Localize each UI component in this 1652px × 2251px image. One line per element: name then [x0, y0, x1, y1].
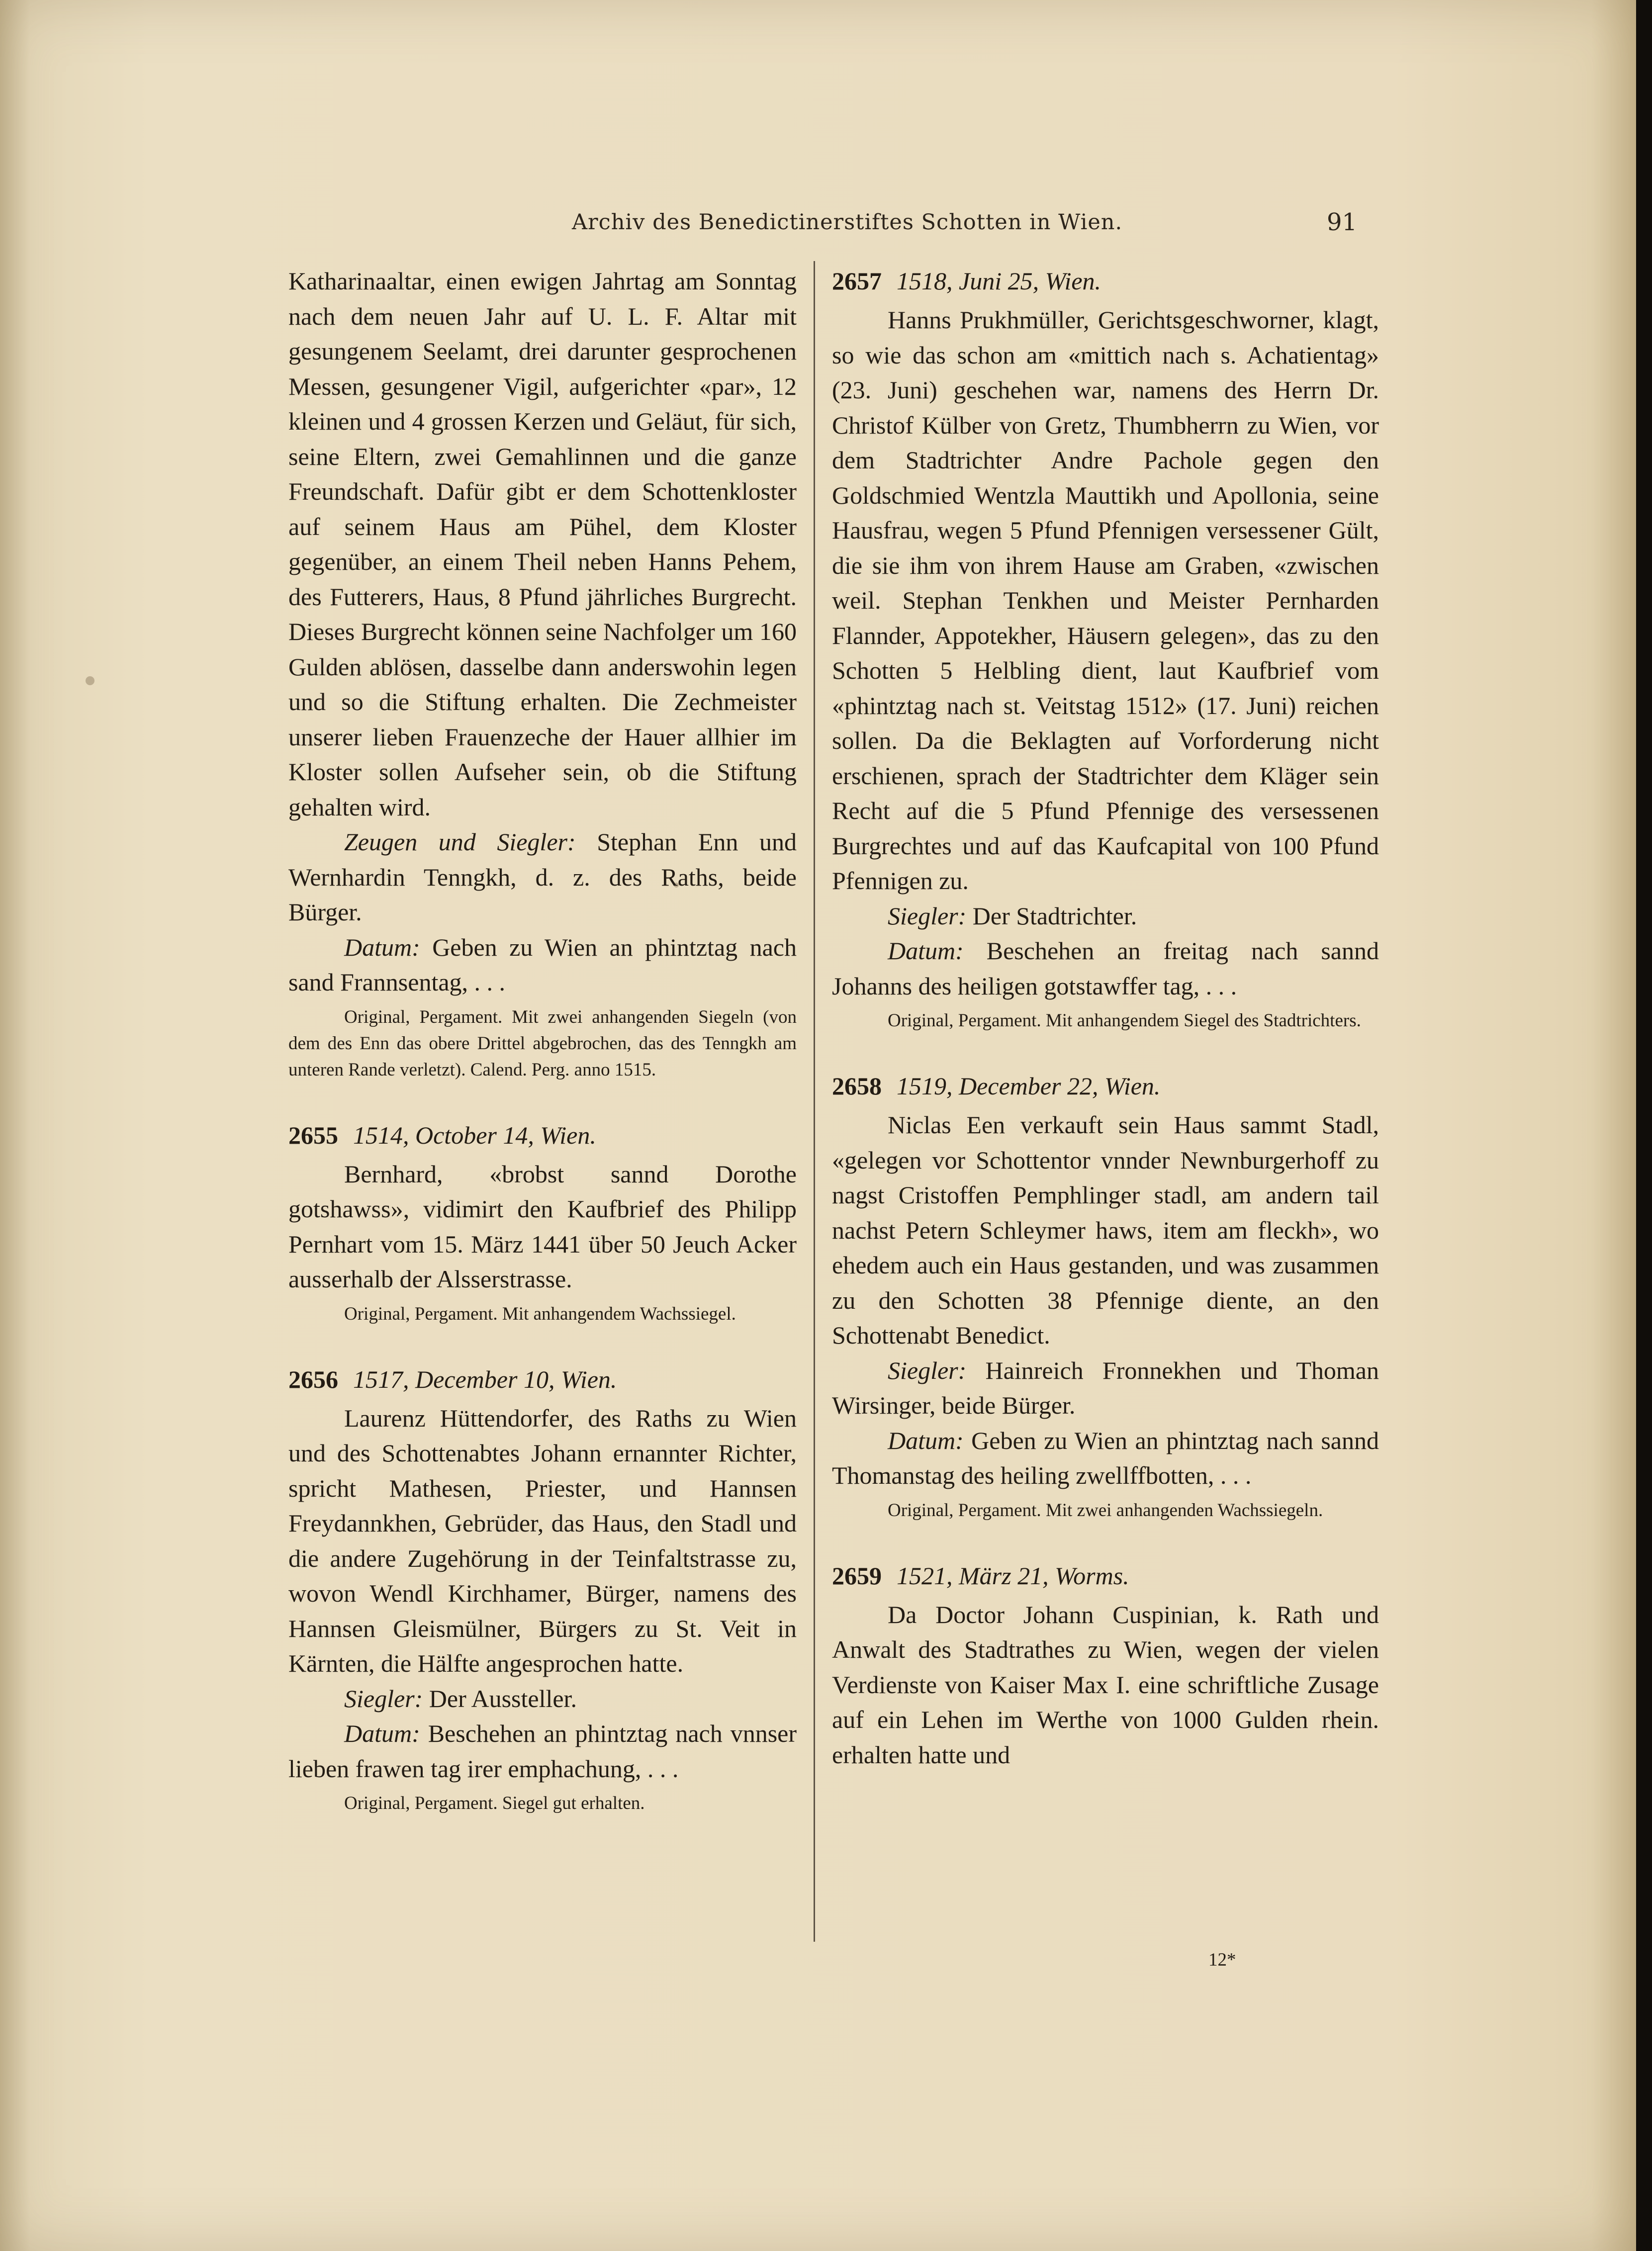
paragraph: Da Doctor Johann Cuspinian, k. Rath und Anwalt des Stadtrathes zu Wien, wegen der vielen Verdienste von Kaiser Max I. eine schriftliche Zusage auf ein Lehen im Werthe von 1000 Gulden rhein. erhalten hatte und [832, 1600, 1379, 1769]
entry-date: 1521, März 21, Worms. [897, 1561, 1129, 1590]
entry-date: 1518, Juni 25, Wien. [897, 267, 1101, 295]
entry-date: 1514, October 14, Wien. [353, 1121, 596, 1149]
paper-stain [86, 676, 94, 685]
entry-heading [832, 264, 1379, 298]
date-line: Datum: Geben zu Wien an phintztag nach sannd Thomanstag des heiling zwellffbotten, . . . [832, 1426, 1379, 1489]
left-column [288, 264, 797, 1816]
sealer-line: Siegler: Der Aussteller. [344, 1684, 577, 1712]
sealer-line: Siegler: Der Stadtrichter. [888, 901, 1137, 930]
date-line: Datum: Beschehen an phintztag nach vnnser lieben frawen tag irer emphachung, . . . [288, 1719, 797, 1783]
entry-heading [288, 1118, 797, 1153]
paragraph: Laurenz Hüttendorfer, des Raths zu Wien und des Schottenabtes Johann ernannter Richter, spricht Mathesen, Priester, und Hannsen Freydannkhen, Gebrüder, das Haus, den Stadl und die andere Zugehörung in der Teinfaltstrasse zu, wovon Wendl Kirchhamer, Bürger, namens des Hannsen Gleismülner, Bürgers zu St. Veit in Kärnten, die Hälfte angesprochen hatte. [288, 1404, 797, 1677]
entry-heading [288, 1362, 797, 1397]
paragraph: Katharinaaltar, einen ewigen Jahrtag am Sonntag nach dem neuen Jahr auf U. L. F. Altar mit gesungenem Seelamt, drei darunter gesprochenen Messen, gesungener Vigil, aufgerichter «par», 12 kleinen und 4 grossen Kerzen und Geläut, für sich, seine Eltern, zwei Gemahlinnen und die ganze Freundschaft. Dafür gibt er dem Schottenkloster auf seinem Haus am Pühel, dem Kloster gegenüber, an einem Theil neben Hanns Pehem, des Futterers, Haus, 8 Pfund jährliches Burgrecht. Dieses Burgrecht können seine Nachfolger um 160 Gulden ablösen, dasselbe dann anderswohin legen und so die Stiftung erhalten. Die Zechmeister unserer lieben Frauenzeche der Hauer allhier im Kloster sollen Aufseher sein, ob die Stiftung gehalten wird. [288, 267, 797, 821]
entry-date: 1517, December 10, Wien. [353, 1365, 617, 1393]
entry-2659 [832, 1558, 1379, 1773]
signature-mark: 12* [1208, 1950, 1236, 1970]
entry-number: 2656 [288, 1365, 338, 1393]
sealer-line: Siegler: Hainreich Fronnekhen und Thoman Wirsinger, beide Bürger. [832, 1356, 1379, 1419]
entry-number: 2655 [288, 1121, 338, 1149]
page-edge [1636, 0, 1652, 2251]
right-column [832, 264, 1379, 1772]
source-note: Original, Pergament. Mit zwei anhangenden Siegeln (von dem des Enn das obere Drittel abgebrochen, das des Tenngkh am unteren Rande verletzt). Calend. Perg. anno 1515. [288, 1006, 797, 1080]
continued-entry [288, 264, 797, 1083]
source-note: Original, Pergament. Mit anhangendem Siegel des Stadtrichters. [888, 1010, 1361, 1031]
witness-line: Zeugen und Siegler: Stephan Enn und Wernhardin Tenngkh, d. z. des Raths, beide Bürger. [288, 828, 797, 926]
entry-2657 [832, 264, 1379, 1034]
source-note: Original, Pergament. Mit anhangendem Wachssiegel. [344, 1303, 736, 1324]
entry-2656 [288, 1362, 797, 1817]
entry-number: 2659 [832, 1561, 882, 1590]
column-rule [814, 261, 815, 1942]
entry-date: 1519, December 22, Wien. [897, 1072, 1161, 1100]
entry-number: 2657 [832, 267, 882, 295]
paragraph: Hanns Prukhmüller, Gerichtsgeschworner, klagt, so wie das schon am «mittich nach s. Achatientag» (23. Juni) geschehen war, namens des Herrn Dr. Christof Külber von Gretz, Thumbherrn zu Wien, vor dem Stadtrichter Andre Pachole gegen den Goldschmied Wentzla Mauttikh und Apollonia, seine Hausfrau, wegen 5 Pfund Pfennigen versessener Gült, die sie ihm von ihrem Hause am Graben, «zwischen weil. Stephan Tenkhen und Meister Pernharden Flannder, Appotekher, Häusern gelegen», das zu den Schotten 5 Helbling dient, laut Kaufbrief vom «phintztag nach st. Veitstag 1512» (17. Juni) reichen sollen. Da die Beklagten auf Vorforderung nicht erschienen, sprach der Stadtrichter dem Kläger sein Recht auf die 5 Pfund Pfennige des versessenen Burgrechtes und auf das Kaufcapital von 100 Pfund Pfennigen zu. [832, 306, 1379, 895]
paragraph: Bernhard, «brobst sannd Dorothe gotshawss», vidimirt den Kaufbrief des Philipp Pernhart vom 15. März 1441 über 50 Jeuch Acker ausserhalb der Alsserstrasse. [288, 1160, 797, 1293]
running-head: Archiv des Benedictinerstiftes Schotten in Wien. [572, 210, 1123, 235]
source-note: Original, Pergament. Mit zwei anhangenden Wachssiegeln. [888, 1500, 1323, 1521]
page-number: 91 [1327, 208, 1358, 236]
entry-heading [832, 1558, 1379, 1593]
entry-heading [832, 1069, 1379, 1103]
date-line: Datum: Beschehen an freitag nach sannd Johanns des heiligen gotstawffer tag, . . . [832, 937, 1379, 1000]
entry-number: 2658 [832, 1072, 882, 1100]
date-line: Datum: Geben zu Wien an phintztag nach sand Frannsentag, . . . [288, 933, 797, 996]
paragraph: Niclas Een verkauft sein Haus sammt Stadl, «gelegen vor Schottentor vnnder Newnburgerhoff zu nagst Cristoffen Pemphlinger stadl, am andern tail nachst Petern Schleymer haws, item am fleckh», wo ehedem auch ein Haus gestanden, und was zusammen zu den Schotten 38 Pfennige diente, an den Schottenabt Benedict. [832, 1111, 1379, 1349]
source-note: Original, Pergament. Siegel gut erhalten. [344, 1793, 645, 1813]
entry-2658 [832, 1069, 1379, 1524]
entry-2655 [288, 1118, 797, 1327]
